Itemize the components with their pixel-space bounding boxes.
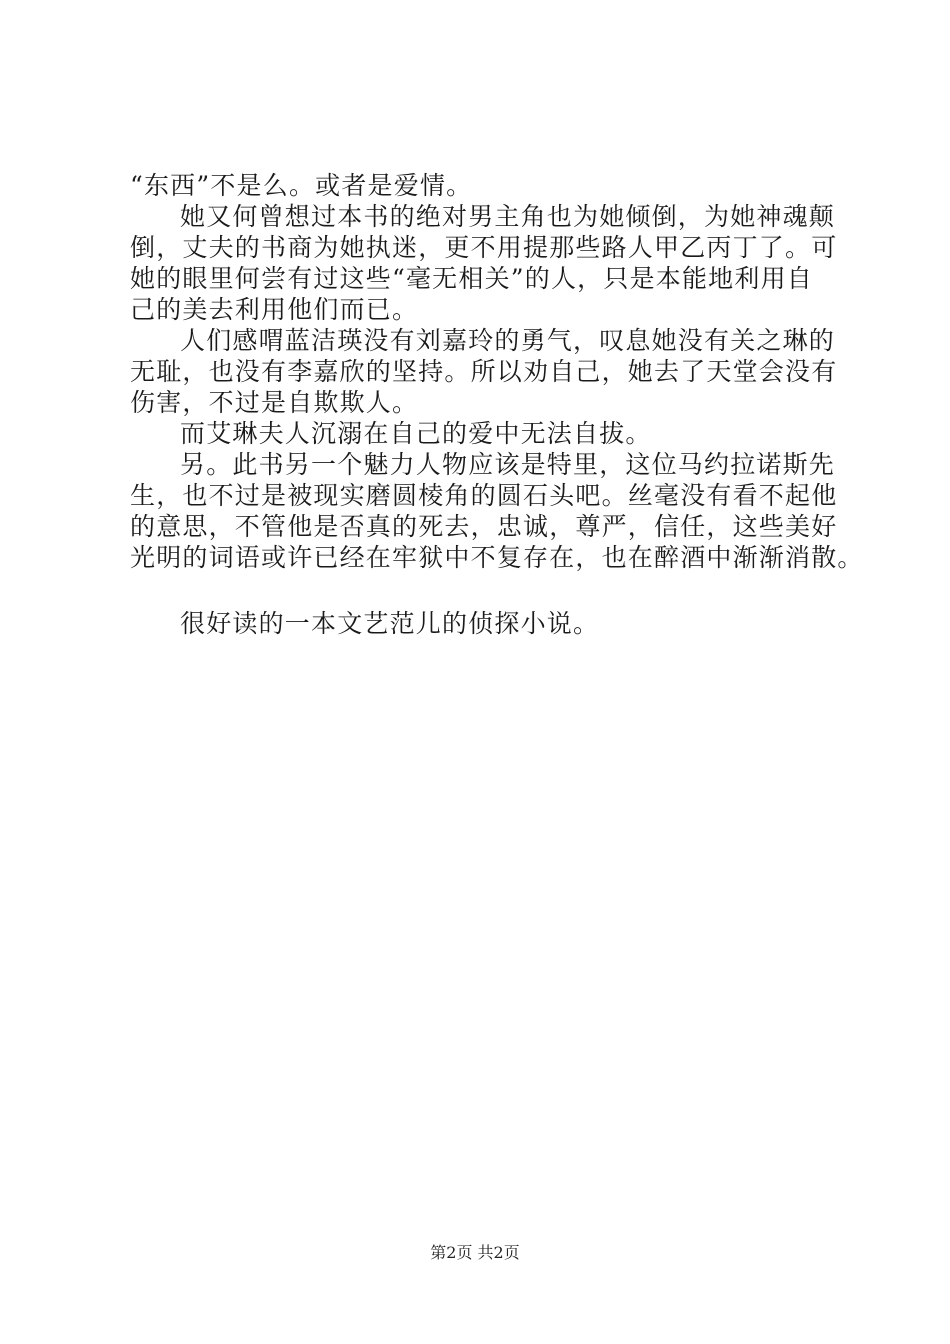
paragraph-line: 她的眼里何尝有过这些“毫无相关”的人，只是本能地利用自: [130, 264, 813, 293]
paragraph: [130, 418, 830, 449]
paragraph: [130, 201, 838, 325]
paragraph-line: 伤害，不过是自欺欺人。: [130, 388, 419, 417]
paragraph-line: 己的美去利用他们而已。: [130, 295, 419, 324]
body-text: [130, 170, 864, 639]
paragraph-line: 生，也不过是被现实磨圆棱角的圆石头吧。丝毫没有看不起他: [130, 481, 838, 510]
paragraph-line: 光明的词语或许已经在牢狱中不复存在，也在醉酒中渐渐消散。: [130, 543, 864, 572]
paragraph-line: 的意思，不管他是否真的死去，忠诚，尊严，信任，这些美好: [130, 512, 838, 541]
paragraph-spacer: [130, 573, 830, 608]
paragraph-line: 她又何曾想过本书的绝对男主角也为她倾倒，为她神魂颠: [180, 202, 836, 231]
paragraph-line: 另。此书另一个魅力人物应该是特里，这位马约拉诺斯先: [180, 450, 836, 479]
paragraph-line: 无耻，也没有李嘉欣的坚持。所以劝自己，她去了天堂会没有: [130, 357, 838, 386]
paragraph-line: 很好读的一本文艺范儿的侦探小说。: [180, 609, 600, 638]
paragraph: [130, 608, 830, 639]
paragraph-continuation: “东西”不是么。或者是爱情。: [130, 171, 473, 200]
paragraph-line: 而艾琳夫人沉溺在自己的爱中无法自拔。: [180, 419, 652, 448]
paragraph: [130, 325, 838, 418]
page-footer: 第2页 共2页: [430, 1243, 520, 1262]
paragraph-line: 倒，丈夫的书商为她执迷，更不用提那些路人甲乙丙丁了。可: [130, 233, 838, 262]
paragraph: [130, 449, 864, 573]
paragraph-line: 人们感喟蓝洁瑛没有刘嘉玲的勇气，叹息她没有关之琳的: [180, 326, 836, 355]
